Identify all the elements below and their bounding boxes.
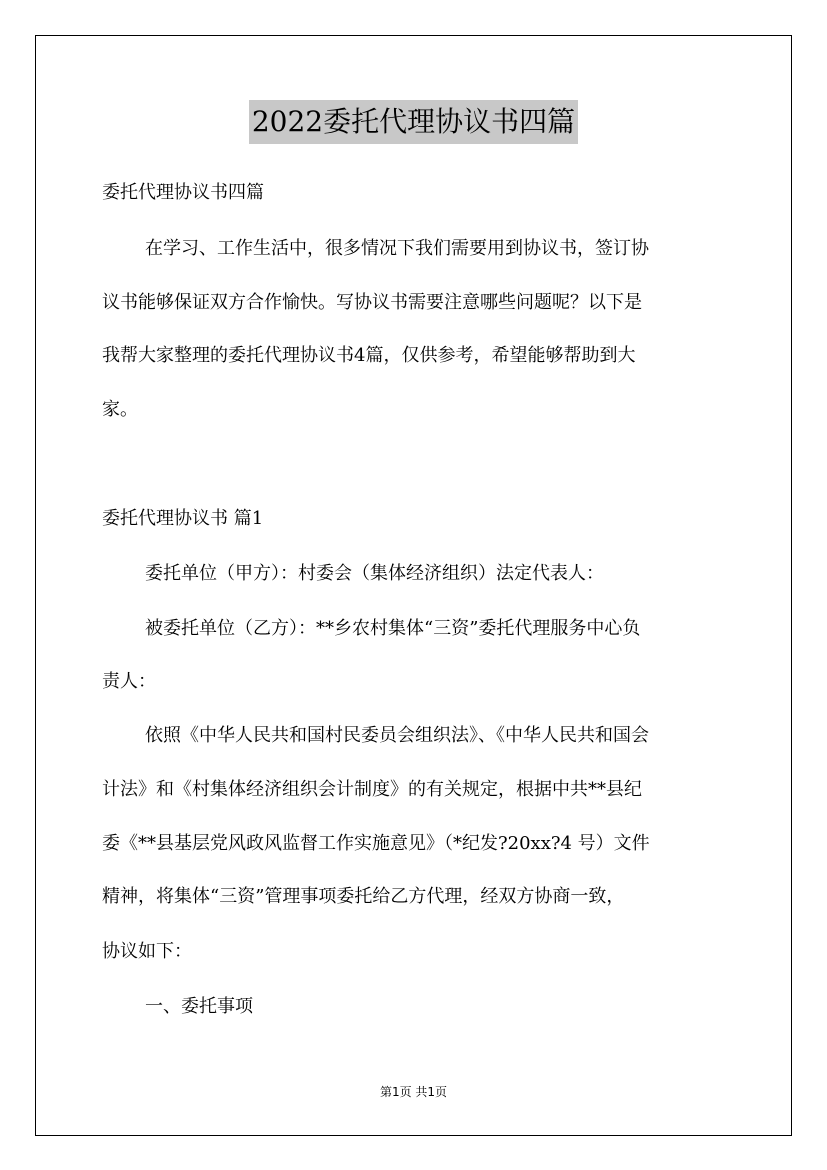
paragraph-line: 议书能够保证双方合作愉快。写协议书需要注意哪些问题呢？以下是 xyxy=(102,292,642,313)
subtitle-line: 委托代理协议书四篇 xyxy=(102,182,264,203)
paragraph-line: 责人： xyxy=(102,671,156,692)
subsection-heading: 一、委托事项 xyxy=(145,996,253,1017)
paragraph-line: 委《**县基层党风政风监督工作实施意见》（*纪发?20xx?4 号）文件 xyxy=(102,833,650,854)
paragraph-line: 依照《中华人民共和国村民委员会组织法》、《中华人民共和国会 xyxy=(145,725,649,746)
paragraph-line: 我帮大家整理的委托代理协议书4篇，仅供参考，希望能够帮助到大 xyxy=(102,345,636,366)
title-wrap xyxy=(0,100,827,144)
page-footer: 第1页 共1页 xyxy=(379,1085,448,1099)
paragraph-line: 精神，将集体“三资”管理事项委托给乙方代理，经双方协商一致， xyxy=(102,886,625,907)
paragraph-line: 协议如下： xyxy=(102,941,192,962)
paragraph-line: 被委托单位（乙方）：**乡农村集体“三资”委托代理服务中心负 xyxy=(145,618,641,639)
paragraph-line: 计法》和《村集体经济组织会计制度》的有关规定，根据中共**县纪 xyxy=(102,779,642,800)
paragraph-line: 家。 xyxy=(102,399,138,420)
section-heading: 委托代理协议书 篇1 xyxy=(102,508,264,529)
paragraph-line: 委托单位（甲方）：村委会（集体经济组织）法定代表人： xyxy=(145,563,604,584)
paragraph-line: 在学习、工作生活中，很多情况下我们需要用到协议书，签订协 xyxy=(145,238,649,259)
document-title: 2022委托代理协议书四篇 xyxy=(249,100,578,144)
